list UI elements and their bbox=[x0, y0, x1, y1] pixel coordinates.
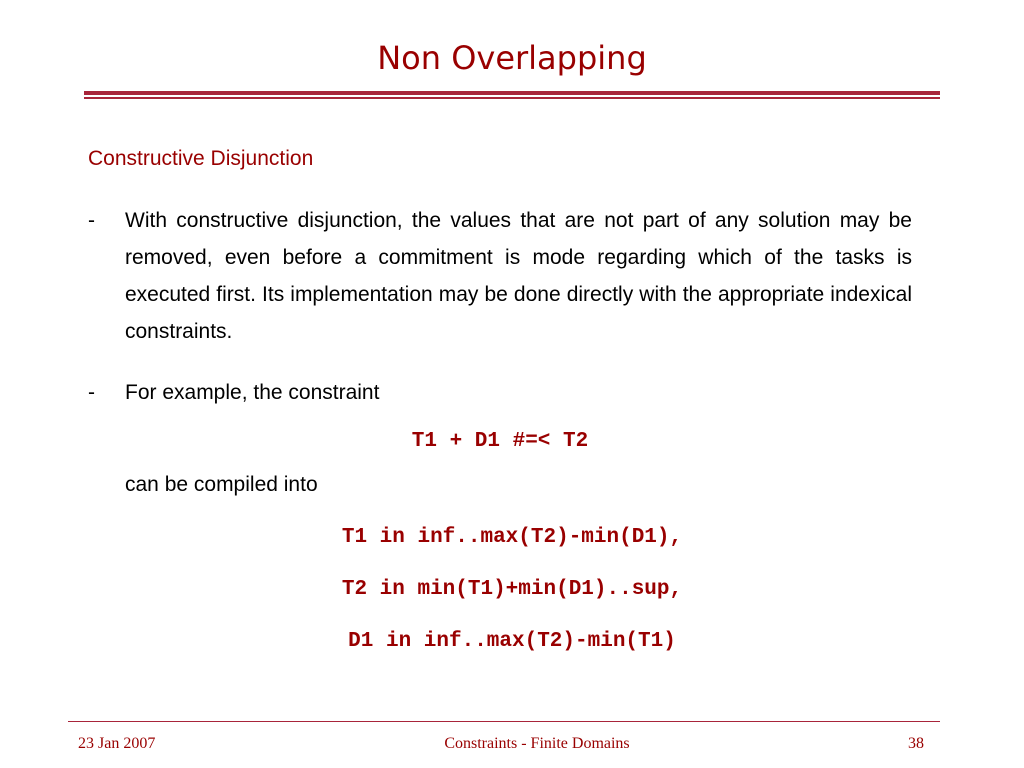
bullet-text: With constructive disjunction, the values that are not part of any solution may be removed, even before a commitment is mode regarding which of the tasks is executed first. Its implementation may be done directly with the appropriate indexical constraints. bbox=[125, 209, 912, 343]
compiled-code-line: T2 in min(T1)+min(D1)..sup, bbox=[341, 578, 683, 601]
section-heading: Constructive Disjunction bbox=[88, 147, 314, 170]
compiled-intro-text: can be compiled into bbox=[125, 473, 318, 496]
page-number: 38 bbox=[908, 735, 924, 752]
bullet-item bbox=[88, 374, 912, 411]
title-divider-thick bbox=[84, 91, 940, 95]
slide-title: Non Overlapping bbox=[377, 39, 647, 77]
compiled-code-line: D1 in inf..max(T2)-min(T1) bbox=[348, 630, 676, 653]
bullet-item bbox=[88, 202, 912, 350]
compiled-code-line: T1 in inf..max(T2)-min(D1), bbox=[341, 526, 683, 549]
footer-divider bbox=[68, 721, 940, 722]
bullet-marker: - bbox=[88, 381, 95, 404]
bullet-marker: - bbox=[88, 209, 95, 232]
title-divider-thin bbox=[84, 97, 940, 99]
bullet-text: For example, the constraint bbox=[125, 381, 380, 404]
footer-date: 23 Jan 2007 bbox=[78, 735, 156, 752]
footer-course-title: Constraints - Finite Domains bbox=[444, 735, 630, 752]
constraint-code: T1 + D1 #=< T2 bbox=[411, 430, 589, 453]
